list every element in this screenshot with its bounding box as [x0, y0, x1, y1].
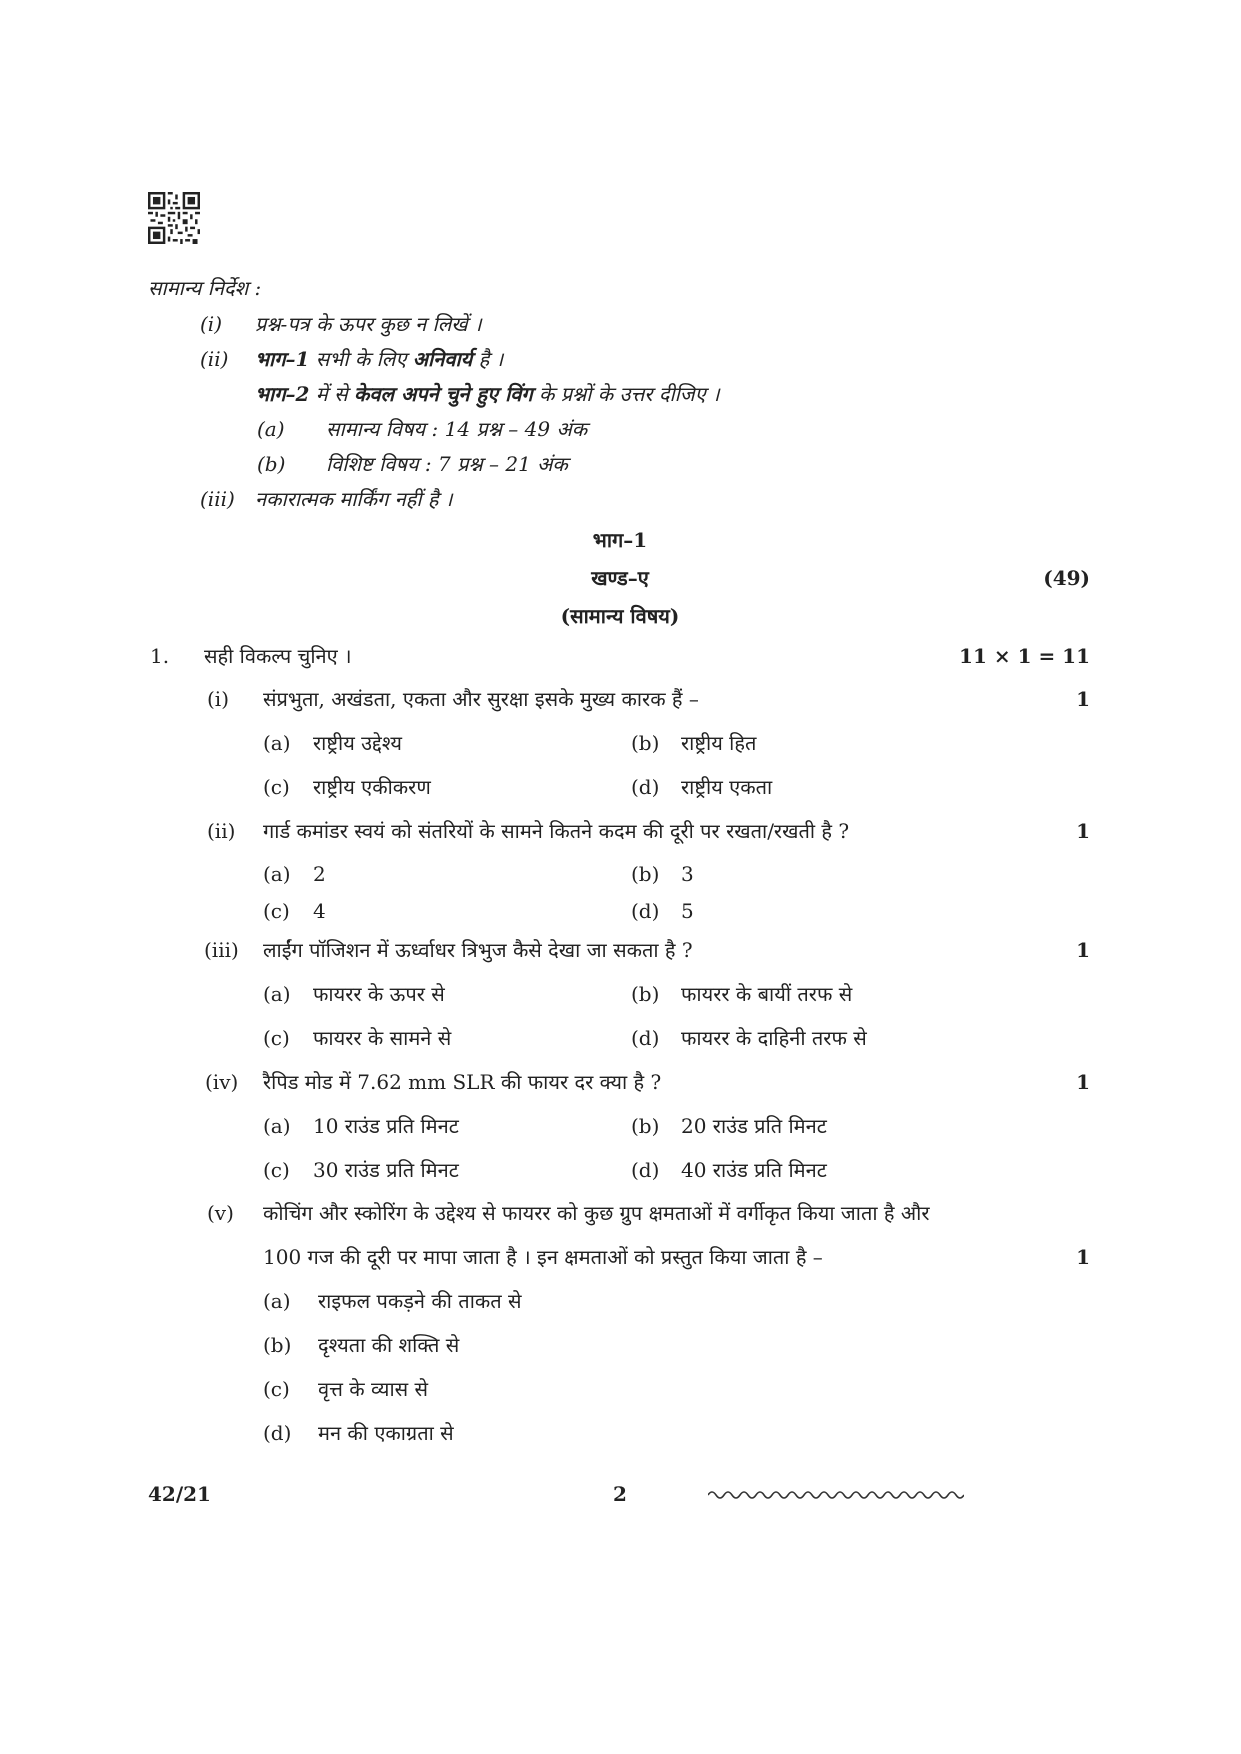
instructions-heading: सामान्य निर्देश :	[148, 276, 262, 300]
option-text: राष्ट्रीय एकता	[681, 775, 773, 799]
sub-question-marks: 1	[1076, 938, 1090, 962]
question-text: सही विकल्प चुनिए ।	[204, 644, 352, 668]
paper-code: 42/21	[148, 1482, 211, 1506]
sub-question-text-line2: 100 गज की दूरी पर मापा जाता है । इन क्षमताओं को प्रस्तुत किया जाता है –	[263, 1245, 823, 1269]
instruction-iii-number: (iii)	[200, 487, 235, 511]
option-label: (b)	[631, 731, 660, 755]
option-text: राइफल पकड़ने की ताकत से	[318, 1289, 522, 1313]
option-text: 40 राउंड प्रति मिनट	[681, 1158, 827, 1182]
option-text: 4	[313, 899, 326, 923]
instruction-ii-line2-wing: केवल अपने चुने हुए विंग	[353, 382, 533, 406]
instruction-i-text: प्रश्न-पत्र के ऊपर कुछ न लिखें ।	[255, 312, 482, 336]
option-text: 30 राउंड प्रति मिनट	[313, 1158, 459, 1182]
option-text: 10 राउंड प्रति मिनट	[313, 1114, 459, 1138]
sub-question-text: लाईंग पॉजिशन में ऊर्ध्वाधर त्रिभुज कैसे देखा जा सकता है ?	[263, 938, 693, 962]
option-text: राष्ट्रीय हित	[681, 731, 757, 755]
sub-question-number: (iv)	[205, 1070, 239, 1094]
option-label: (d)	[631, 1026, 660, 1050]
sub-question-marks: 1	[1076, 1070, 1090, 1094]
instruction-ii-text	[255, 346, 503, 372]
part-title: भाग–1	[592, 528, 648, 552]
sub-question-number: (ii)	[207, 819, 236, 843]
wavy-line-decoration	[708, 1488, 964, 1502]
option-text: दृश्यता की शक्ति से	[318, 1333, 460, 1357]
option-text: राष्ट्रीय एकीकरण	[313, 775, 431, 799]
option-text: 2	[313, 862, 326, 886]
instruction-i-number: (i)	[200, 312, 223, 336]
question-number: 1.	[150, 644, 170, 668]
section-subtitle: (सामान्य विषय)	[560, 604, 680, 628]
option-label: (c)	[263, 775, 290, 799]
option-label: (a)	[263, 1289, 291, 1313]
instruction-ii-line2	[255, 381, 720, 407]
option-text: 5	[681, 899, 694, 923]
option-text: वृत्त के व्यास से	[318, 1377, 429, 1401]
instruction-ii-line2-mid: में से	[309, 382, 354, 406]
option-label: (c)	[263, 899, 290, 923]
option-label: (b)	[631, 1114, 660, 1138]
sub-question-text: रैपिड मोड में 7.62 mm SLR की फायर दर क्या है ?	[263, 1070, 662, 1094]
option-text: राष्ट्रीय उद्देश्य	[313, 731, 402, 755]
option-label: (b)	[631, 982, 660, 1006]
sub-question-marks: 1	[1076, 687, 1090, 711]
instruction-iii-text: नकारात्मक मार्किंग नहीं है ।	[255, 487, 453, 511]
sub-question-text: गार्ड कमांडर स्वयं को संतरियों के सामने कितने कदम की दूरी पर रखता/रखती है ?	[263, 819, 850, 843]
option-text: फायरर के बायीं तरफ से	[681, 982, 853, 1006]
instruction-ii-line2-end: के प्रश्नों के उत्तर दीजिए ।	[532, 382, 720, 406]
option-label: (d)	[631, 775, 660, 799]
option-label: (b)	[631, 862, 660, 886]
option-text: 3	[681, 862, 694, 886]
sub-question-text: संप्रभुता, अखंडता, एकता और सुरक्षा इसके मुख्य कारक हैं –	[263, 687, 699, 711]
instruction-ii-end: है ।	[472, 347, 504, 371]
question-marks: 11 × 1 = 11	[959, 644, 1090, 668]
option-label: (b)	[263, 1333, 292, 1357]
instruction-b-number: (b)	[257, 452, 286, 476]
instruction-a-number: (a)	[257, 417, 285, 441]
option-label: (d)	[631, 1158, 660, 1182]
option-text: मन की एकाग्रता से	[318, 1421, 454, 1445]
instruction-ii-part: भाग–1	[255, 347, 310, 371]
instruction-ii-number: (ii)	[200, 347, 229, 371]
option-label: (a)	[263, 1114, 291, 1138]
option-label: (d)	[263, 1421, 292, 1445]
sub-question-number: (i)	[207, 687, 230, 711]
instruction-b-text: विशिष्ट विषय : 7 प्रश्न – 21 अंक	[326, 452, 568, 476]
option-text: फायरर के दाहिनी तरफ से	[681, 1026, 867, 1050]
sub-question-number: (iii)	[204, 938, 239, 962]
section-marks: (49)	[1043, 566, 1090, 590]
page-number: 2	[613, 1482, 627, 1506]
instruction-ii-line2-part: भाग–2	[255, 382, 310, 406]
option-label: (c)	[263, 1158, 290, 1182]
option-text: फायरर के ऊपर से	[313, 982, 445, 1006]
option-text: फायरर के सामने से	[313, 1026, 452, 1050]
sub-question-marks: 1	[1076, 819, 1090, 843]
sub-question-number: (v)	[207, 1201, 234, 1225]
option-label: (d)	[631, 899, 660, 923]
instruction-ii-mid: सभी के लिए	[309, 347, 413, 371]
qr-code	[148, 192, 200, 244]
option-label: (c)	[263, 1026, 290, 1050]
option-label: (a)	[263, 862, 291, 886]
option-text: 20 राउंड प्रति मिनट	[681, 1114, 827, 1138]
option-label: (a)	[263, 731, 291, 755]
option-label: (a)	[263, 982, 291, 1006]
sub-question-marks: 1	[1076, 1245, 1090, 1269]
sub-question-text-line1: कोचिंग और स्कोरिंग के उद्देश्य से फायरर को कुछ ग्रुप क्षमताओं में वर्गीकृत किया जाता है और	[263, 1201, 930, 1225]
instruction-a-text: सामान्य विषय : 14 प्रश्न – 49 अंक	[326, 417, 588, 441]
instruction-ii-mandatory: अनिवार्य	[412, 347, 473, 371]
option-label: (c)	[263, 1377, 290, 1401]
section-title: खण्ड–ए	[591, 566, 649, 590]
